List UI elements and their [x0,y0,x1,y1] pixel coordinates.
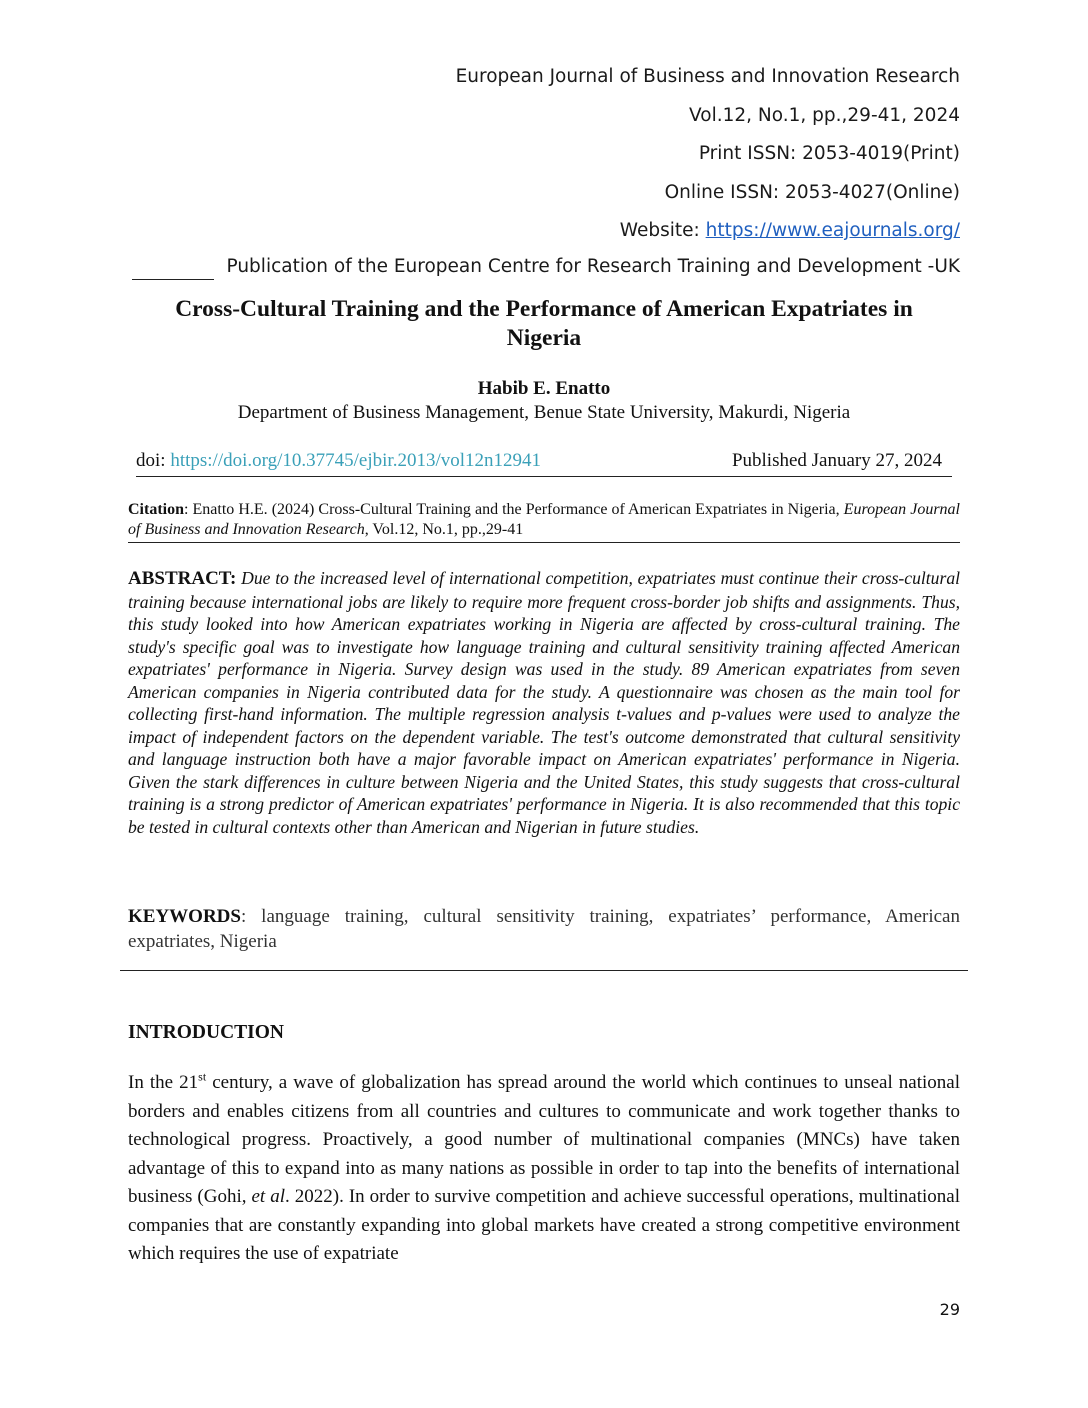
intro-text-italic: et al [251,1186,285,1207]
doi-line [136,450,952,477]
keywords [128,904,960,954]
published-date: Published January 27, 2024 [731,450,942,471]
intro-superscript: st [198,1069,207,1084]
intro-text-end: . 2022). In order to survive competition and achieve successful operations, multinational companies that are constantly expanding into global markets have created a strong competitive environment which requires the use of expatriate [128,1186,960,1264]
abstract [128,567,960,838]
keywords-text: : language training, cultural sensitivity training, expatriates’ performance, American expatriates, Nigeria [128,906,960,952]
author-name: Habib E. Enatto [477,378,611,399]
section-divider [120,970,968,971]
abstract-label: ABSTRACT: [128,568,237,589]
introduction-paragraph [128,1069,960,1269]
author-affiliation: Department of Business Management, Benue State University, Makurdi, Nigeria [237,402,851,423]
citation-label: Citation [128,501,184,518]
intro-text-mid: century, a wave of globalization has spread around the world which continues to unseal national borders and enables citizens from all countries and cultures to communicate and work together thanks to technological progress. Proactively, a good number of multinational companies (MNCs) have taken advantage of this to expand into as many nations as possible in order to tap into the benefits of international business (Gohi, [128,1072,960,1207]
online-issn: Online ISSN: 2053-4027(Online) [664,181,960,203]
citation-text: : Enatto H.E. (2024) Cross-Cultural Training and the Performance of American Expatriates in Nigeria, [184,501,844,518]
citation-volume: , Vol.12, No.1, pp.,29-41 [364,521,524,538]
keywords-label: KEYWORDS [128,906,241,927]
intro-text-start: In the 21 [128,1072,199,1093]
citation-journal: European Journal of Business and Innovation Research [128,501,961,538]
doi-link[interactable]: https://doi.org/10.37745/ejbir.2013/vol12n12941 [170,450,541,471]
journal-header [456,62,960,255]
article-title: Cross-Cultural Training and the Performance of American Expatriates in Nigeria [175,296,913,351]
print-issn: Print ISSN: 2053-4019(Print) [698,143,960,164]
publisher-rule [132,279,214,280]
website-link[interactable]: https://www.eajournals.org/ [705,220,960,241]
website-line [456,216,960,255]
doi-label: doi: [136,450,171,471]
journal-name: European Journal of Business and Innovation Research [455,66,960,87]
publisher-text: Publication of the European Centre for Research Training and Development -UK [226,256,960,277]
page-number: 29 [939,1300,960,1319]
citation [128,500,960,543]
website-label: Website: [619,220,706,241]
volume-info: Vol.12, No.1, pp.,29-41, 2024 [689,104,960,126]
abstract-text: Due to the increased level of international competition, expatriates must continue their cross-cultural training because international jobs are likely to require more frequent cross-border job shifts and assignments. Thus, this study looked into how American expatriates working in Nigeria are affected by cross-cultural training. The study's specific goal was to investigate how language training and cultural sensitivity training affected American expatriates' performance in Nigeria. Survey design was used in the study. 89 American expatriates from seven American companies in Nigeria contributed data for the study. A questionnaire was chosen as the main tool for collecting first-hand information. The multiple regression analysis t-values and p-values were used to analyze the impact of independent factors on the dependent variable. The test's outcome demonstrated that cultural sensitivity and language instruction both have a major favorable impact on American expatriates' performance in Nigeria. Given the stark differences in culture between Nigeria and the United States, this study suggests that cross-cultural training is a strong predictor of American expatriates' performance in Nigeria. It is also recommended that this topic be tested in cultural contexts other than American and Nigerian in future studies. [128,568,960,837]
introduction-heading: INTRODUCTION [128,1022,285,1043]
publisher-line [132,256,960,282]
